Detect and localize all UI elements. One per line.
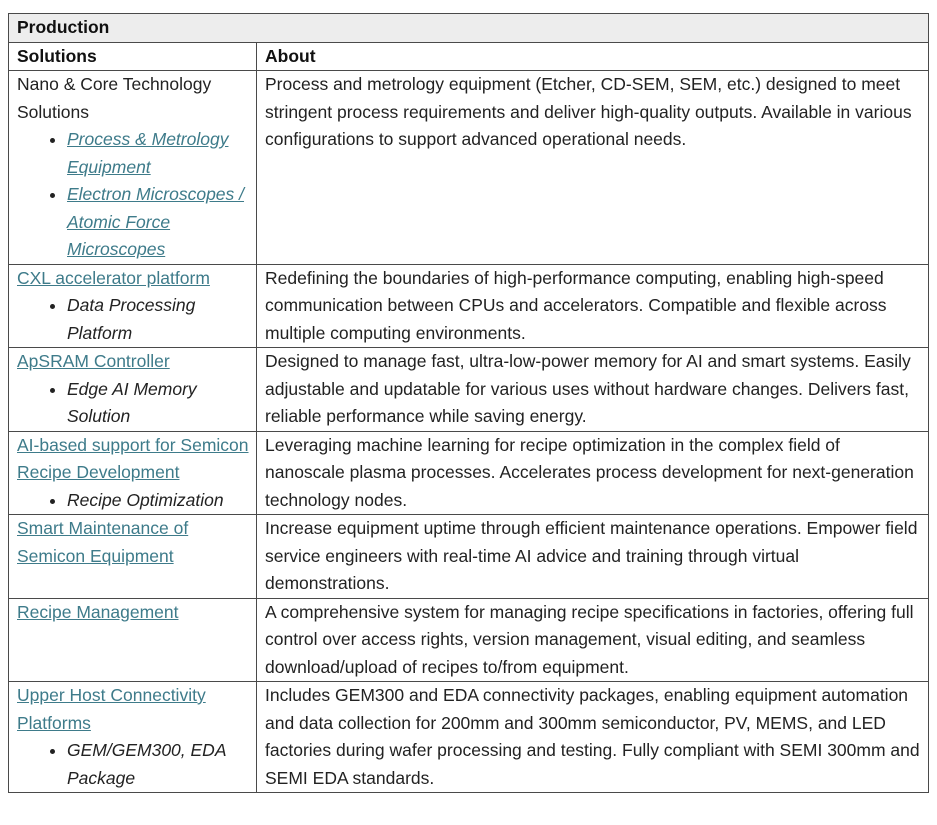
table-row: [9, 264, 929, 348]
solution-cell: [9, 515, 257, 599]
about-cell: Increase equipment uptime through efficient maintenance operations. Empower field service engineers with real-time AI advice and training through virtual demonstrations.: [257, 515, 929, 599]
subitem-link[interactable]: Electron Microscopes / Atomic Force Microscopes: [67, 184, 245, 259]
subitem-list: [17, 376, 249, 431]
solution-link[interactable]: ApSRAM Controller: [17, 351, 170, 371]
list-item: [67, 737, 249, 792]
table-row: [9, 431, 929, 515]
solution-link[interactable]: AI-based support for Semicon Recipe Development: [17, 434, 249, 482]
subitem-list: [17, 292, 249, 347]
production-table: [8, 13, 929, 793]
subitem-list: [17, 737, 249, 792]
list-item: [67, 181, 249, 264]
solution-name: Nano & Core Technology Solutions: [17, 74, 212, 122]
list-item: [67, 126, 249, 181]
subitem-link[interactable]: Process & Metrology Equipment: [67, 129, 229, 177]
about-cell: A comprehensive system for managing recipe specifications in factories, offering full control over access rights, version management, visual editing, and seamless download/upload of recipes to/from equipment.: [257, 598, 929, 682]
subitem-text: Data Processing Platform: [67, 295, 196, 343]
solution-cell: [9, 598, 257, 682]
table-row: [9, 515, 929, 599]
subitem-text: GEM/GEM300, EDA Package: [67, 740, 226, 788]
about-cell: Redefining the boundaries of high-performance computing, enabling high-speed communication between CPUs and accelerators. Compatible and flexible across multiple computing environments.: [257, 264, 929, 348]
table-row: [9, 682, 929, 793]
table-row: [9, 598, 929, 682]
subitem-text: Edge AI Memory Solution: [67, 378, 197, 426]
solution-cell: [9, 71, 257, 265]
solution-cell: [9, 264, 257, 348]
about-cell: Includes GEM300 and EDA connectivity packages, enabling equipment automation and data collection for 200mm and 300mm semiconductor, PV, MEMS, and LED factories during wafer processing and testing. Fully compliant with SEMI 300mm and SEMI EDA standards.: [257, 682, 929, 793]
header-about: About: [257, 42, 929, 71]
subitem-list: [17, 487, 249, 515]
subitem-text: Recipe Optimization: [67, 489, 224, 510]
table-title-row: [9, 14, 929, 43]
header-solutions: Solutions: [9, 42, 257, 71]
solution-cell: [9, 682, 257, 793]
list-item: [67, 487, 249, 515]
table-title: Production: [9, 14, 929, 43]
subitem-list: [17, 126, 249, 264]
about-cell: Designed to manage fast, ultra-low-power memory for AI and smart systems. Easily adjustable and updatable for various uses without hardware changes. Delivers fast, reliable performance while saving energy.: [257, 348, 929, 432]
solution-cell: [9, 348, 257, 432]
production-table-wrapper: [8, 13, 928, 793]
solution-link[interactable]: Recipe Management: [17, 601, 179, 622]
about-cell: Process and metrology equipment (Etcher, CD-SEM, SEM, etc.) designed to meet stringent process requirements and deliver high-quality outputs. Available in various configurations to support advanced operational needs.: [257, 71, 929, 265]
solution-link[interactable]: Smart Maintenance of Semicon Equipment: [17, 518, 189, 566]
table-row: [9, 71, 929, 265]
about-cell: Leveraging machine learning for recipe optimization in the complex field of nanoscale plasma processes. Accelerates process development for next-generation technology nodes.: [257, 431, 929, 515]
table-header-row: [9, 42, 929, 71]
list-item: [67, 376, 249, 431]
solution-cell: [9, 431, 257, 515]
list-item: [67, 292, 249, 347]
solution-link[interactable]: CXL accelerator platform: [17, 267, 210, 288]
solution-link[interactable]: Upper Host Connectivity Platforms: [17, 685, 206, 733]
table-row: [9, 348, 929, 432]
